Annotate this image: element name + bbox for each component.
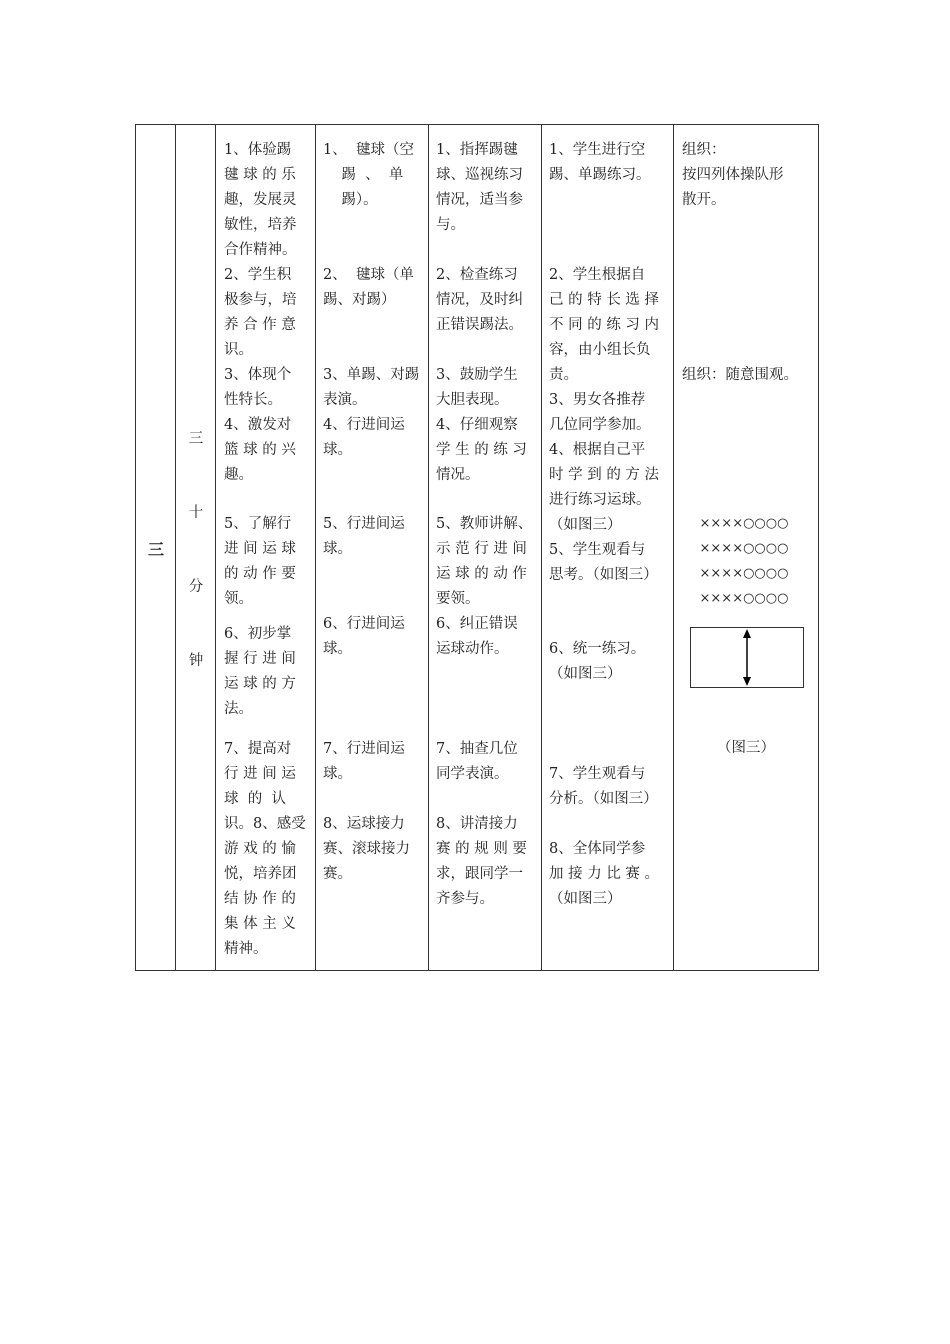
content-text: 6、行进间运 球。 [323, 616, 405, 657]
column-divider [215, 125, 216, 970]
column-divider [541, 125, 542, 970]
content-text: 7、行进间运 球。 8、运球接力 赛、滚球接力 赛。 [323, 741, 410, 882]
section-number: 三 [147, 540, 164, 559]
objective-text: 4、激发对 篮 球 的 兴 趣。 [224, 417, 296, 483]
teacher-text: 7、抽查几位 同学表演。 8、讲清接力 赛 的 规 则 要 求，跟同学一 齐参与。 [436, 741, 527, 907]
content-text: 3、单踢、对踢 表演。 4、行进间运 球。 [323, 367, 420, 458]
duration-char: 分 [188, 579, 204, 595]
formation-row: ××××○○○○ [699, 591, 789, 606]
formation-row: ××××○○○○ [699, 541, 789, 556]
objective-text: 7、提高对 行 进 间 运 球 的 认 识。8、感受 游 戏 的 愉 悦，培养团 结 协 作 的 集 体 主 义 精神。 [224, 741, 306, 957]
organization-text: 组织： 按四列体操队形 散开。 [682, 142, 784, 208]
column-divider [673, 125, 674, 970]
content-text: 1、 毽球（空 踢 、 单 踢）。 [323, 142, 414, 208]
objective-text: 3、体现个 性特长。 [224, 367, 292, 408]
court-diagram [690, 627, 804, 688]
organization-text: 组织：随意围观。 [682, 367, 798, 383]
duration-char: 三 [188, 431, 204, 447]
column-divider [428, 125, 429, 970]
student-text: 2、学生根据自 己 的 特 长 选 择 不 同 的 练 习 内 容，由小组长负 责。 3、男女各推荐 几位同学参加。 4、根据自己平 时 学 到 的 方 法 进行练习运球。 （如图三） 5、学生观看与 思考。（如图三） [549, 267, 660, 583]
double-arrow-icon [691, 628, 803, 687]
formation-row: ××××○○○○ [699, 566, 789, 581]
formation-row: ××××○○○○ [699, 516, 789, 531]
student-text: 6、统一练习。 （如图三） [549, 641, 646, 682]
column-divider [315, 125, 316, 970]
student-text: 1、学生进行空 踢、单踢练习。 [549, 142, 651, 183]
objective-text: 2、学生积 极参与，培 养 合 作 意 识。 [224, 267, 297, 358]
objective-text: 1、体验踢 毽 球 的 乐 趣，发展灵 敏性，培养 合作精神。 [224, 142, 297, 258]
teacher-text: 1、指挥踢毽 球、巡视练习 情况，适当参 与。 [436, 142, 523, 233]
objective-text: 5、了解行 进 间 运 球 的 动 作 要 领。 [224, 516, 296, 607]
teacher-text: 2、检查练习 情况，及时纠 正错误踢法。 [436, 267, 523, 333]
teacher-text: 5、教师讲解、 示 范 行 进 间 运 球 的 动 作 要领。 6、纠正错误 运球动作。 [436, 516, 533, 657]
content-text: 2、 毽球（单 踢、对踢） [323, 267, 414, 308]
student-text: 7、学生观看与 分析。（如图三） 8、全体同学参 加 接 力 比 赛 。 （如图三） [549, 766, 660, 907]
content-text: 5、行进间运 球。 [323, 516, 405, 557]
objective-text: 6、初步掌 握 行 进 间 运 球 的 方 法。 [224, 626, 296, 717]
lesson-plan-table [135, 124, 819, 971]
column-divider [175, 125, 176, 970]
teacher-text: 3、鼓励学生 大胆表现。 4、仔细观察 学 生 的 练 习 情况。 [436, 367, 527, 483]
duration-char: 钟 [188, 653, 204, 669]
duration-char: 十 [188, 505, 204, 521]
figure-caption: （图三） [717, 740, 775, 756]
